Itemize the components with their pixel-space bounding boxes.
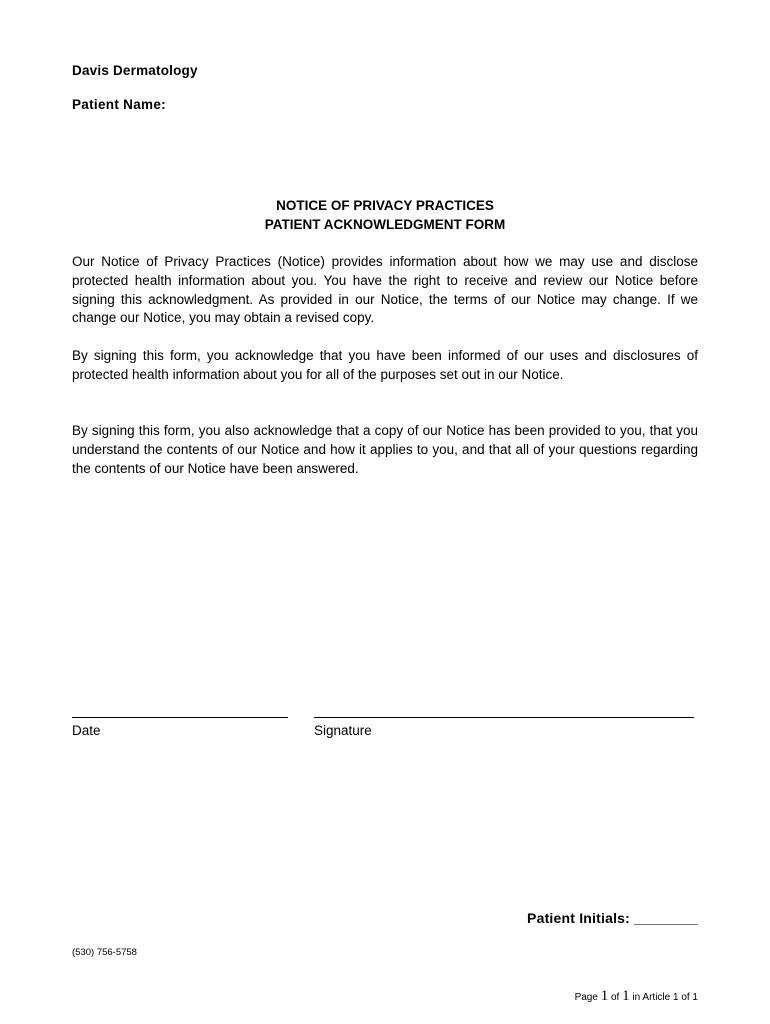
paragraph-notice: Our Notice of Privacy Practices (Notice) provides information about how we may use and disclose protected health information about you. You have the right to receive and review our Notice before signing this acknowledgment. As provided in our Notice, the terms of our Notice may change. If we change our Notice, you may obtain a revised copy.	[72, 254, 698, 326]
footer-page-total: 1	[622, 988, 630, 1004]
footer-of-word: of	[611, 992, 620, 1003]
form-title-line-2: PATIENT ACKNOWLEDGMENT FORM	[264, 217, 506, 232]
date-line[interactable]	[72, 717, 288, 718]
form-title-line-1: NOTICE OF PRIVACY PRACTICES	[276, 198, 494, 213]
signature-label: Signature	[314, 723, 372, 738]
patient-initials: Patient Initials: ________	[527, 910, 698, 926]
phone-number: (530) 756-5758	[72, 947, 137, 958]
footer-page-word: Page	[574, 992, 598, 1003]
footer-page-number: 1	[600, 988, 609, 1004]
patient-name-label: Patient Name:	[72, 97, 166, 112]
paragraph-acknowledge-copy: By signing this form, you also acknowledge that a copy of our Notice has been provided to you, that you understand the contents of our Notice and how it applies to you, and that all of your questions regarding the contents of our Notice have been answered.	[72, 423, 698, 476]
page-footer	[575, 988, 698, 1005]
form-title	[72, 196, 698, 234]
paragraph-acknowledge-uses: By signing this form, you acknowledge that you have been informed of our uses and disclosures of protected health information about you for all of the purposes set out in our Notice.	[72, 348, 698, 382]
date-label: Date	[72, 723, 101, 738]
footer-article-text: in Article 1 of 1	[632, 992, 698, 1003]
practice-name: Davis Dermatology	[72, 63, 198, 78]
signature-line[interactable]	[314, 717, 694, 718]
